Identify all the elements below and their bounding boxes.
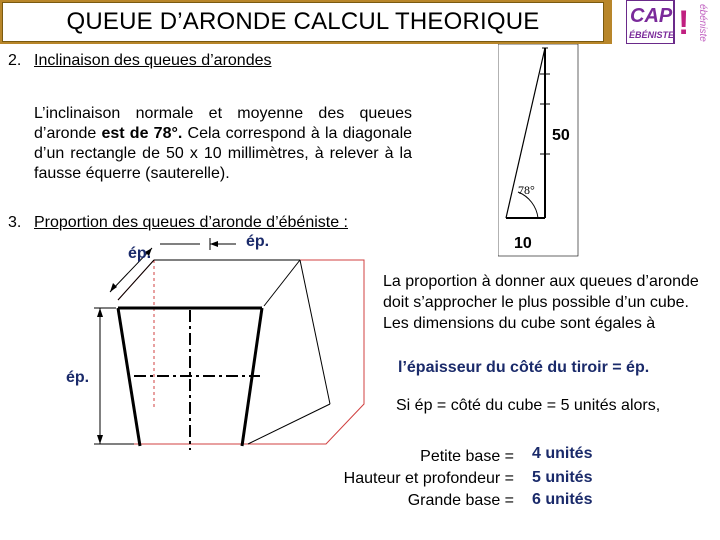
dovetail-drawing [0,228,380,458]
section2-number: 2. [8,52,22,69]
logo-exclaim: ! [678,4,690,42]
cap-ebeniste-logo [626,0,720,44]
height-depth-value: 5 unités [532,469,593,486]
diagram-height-label: 50 [552,127,570,144]
large-base-label: Grande base = [407,492,514,509]
inclination-diagram [498,44,588,259]
section2-title: Inclinaison des queues d’arondes [34,52,272,69]
para1-bold: est de 78°. [101,125,183,142]
proportion-emphasis: l’épaisseur du côté du tiroir = ép. [398,359,650,376]
ep-label-left: ép. [66,369,90,386]
para1-part2: Cela correspond à la diagonale d’un rectangle de 50 x 10 millimètres, à relever à la fausse équerre (sauterelle). [34,125,413,182]
proportion-paragraph: La proportion à donner aux queues d’aronde doit s’approcher le plus possible d’un cube. Les dimensions du cube sont égales à [383,273,699,332]
ep-label-top-left: ép. [128,245,152,262]
small-base-label: Petite base = [420,448,514,465]
logo-cap: CAP [630,5,673,27]
section3-title: Proportion des queues d’aronde d’ébéniste : [34,214,348,231]
large-base-value: 6 unités [532,491,593,508]
section2-heading [8,51,272,71]
para1-part1: L’inclinaison normale et moyenne des queues d’aronde [34,105,412,142]
logo-side: ébéniste [697,4,708,42]
logo-ebeniste: ÉBÉNISTE [629,30,675,40]
inclination-paragraph [34,104,412,184]
small-base-value: 4 unités [532,445,593,462]
ep-label-top-right: ép. [246,233,270,250]
height-depth-label: Hauteur et profondeur = [343,470,514,487]
section3-number: 3. [8,214,22,231]
page-title: QUEUE D’ARONDE CALCUL THEORIQUE [2,2,604,42]
diagram-angle-label: 78° [518,183,535,197]
cube-paragraph: Si ép = côté du cube = 5 unités alors, [396,397,661,414]
diagram-base-label: 10 [514,235,532,252]
